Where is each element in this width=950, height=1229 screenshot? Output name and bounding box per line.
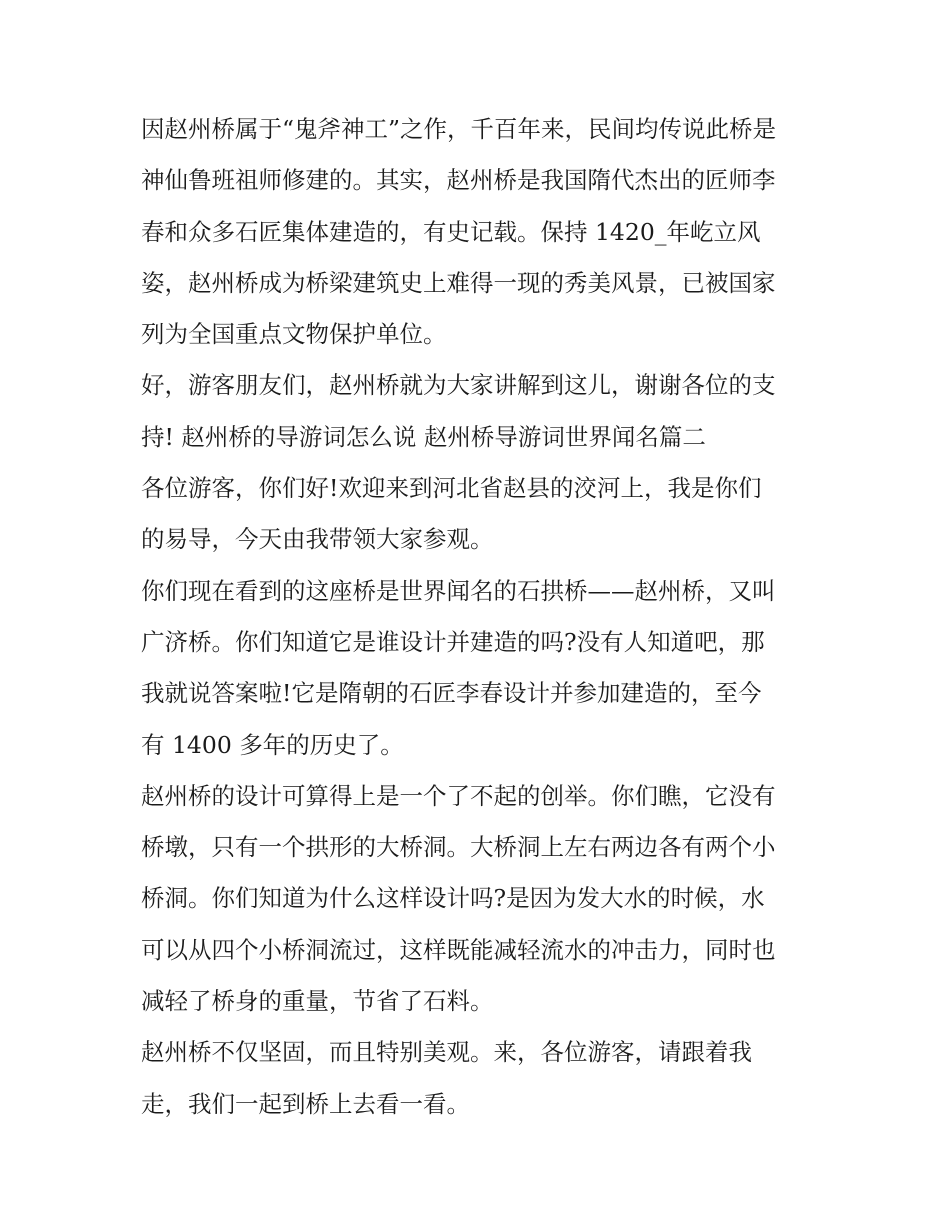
text-line: 有 1400 多年的历史了。: [141, 730, 404, 759]
document-body: [141, 104, 821, 1130]
text-line: 赵州桥不仅坚固，而且特别美观。来，各位游客，请跟着我: [141, 1038, 752, 1067]
text-line: 走，我们一起到桥上去看一看。: [141, 1089, 470, 1118]
text-line: 赵州桥的设计可算得上是一个了不起的创举。你们瞧，它没有: [141, 781, 776, 810]
text-line: 各位游客，你们好!欢迎来到河北省赵县的洨河上，我是你们: [141, 474, 762, 503]
text-line: 神仙鲁班祖师修建的。其实，赵州桥是我国隋代杰出的匠师李: [141, 166, 776, 195]
text-line: 我就说答案啦!它是隋朝的石匠李春设计并参加建造的，至今: [141, 679, 762, 708]
text-line: 你们现在看到的这座桥是世界闻名的石拱桥——赵州桥，又叫: [141, 576, 776, 605]
text-line: 因赵州桥属于“鬼斧神工”之作，千百年来，民间均传说此桥是: [141, 115, 777, 143]
text-line: 桥洞。你们知道为什么这样设计吗?是因为发大水的时候，水: [141, 884, 765, 913]
text-line: 好，游客朋友们，赵州桥就为大家讲解到这儿，谢谢各位的支: [141, 371, 776, 400]
text-line: 减轻了桥身的重量，节省了石料。: [141, 987, 494, 1016]
text-line: 广济桥。你们知道它是谁设计并建造的吗?没有人知道吧，那: [141, 627, 765, 656]
text-line: 持! 赵州桥的导游词怎么说 赵州桥导游词世界闻名篇二: [141, 422, 706, 451]
text-line: 姿，赵州桥成为桥梁建筑史上难得一现的秀美风景，已被国家: [141, 268, 776, 297]
text-line: 的易导，今天由我带领大家参观。: [141, 525, 494, 554]
text-line: 列为全国重点文物保护单位。: [141, 320, 447, 349]
text-line: 可以从四个小桥洞流过，这样既能减轻流水的冲击力，同时也: [141, 935, 776, 964]
text-line: 桥墩，只有一个拱形的大桥洞。大桥洞上左右两边各有两个小: [141, 833, 776, 862]
text-line: 春和众多石匠集体建造的，有史记载。保持 1420_年屹立风: [141, 217, 761, 246]
